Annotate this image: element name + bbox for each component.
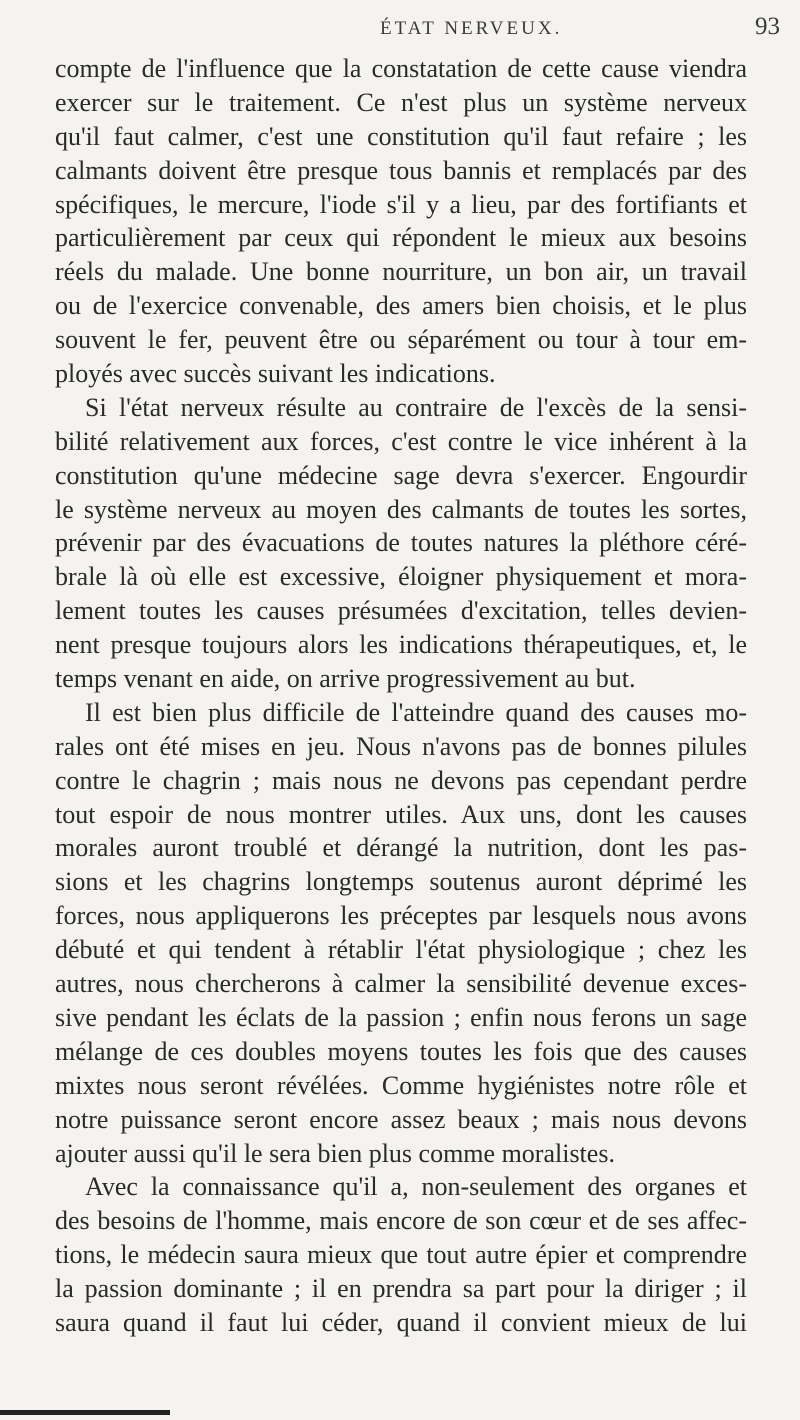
text-line: débuté et qui tendent à rétablir l'état physiologique ; chez les bbox=[55, 935, 747, 965]
paragraph-start-line: Si l'état nerveux résulte au contraire de l'excès de la sensi- bbox=[85, 392, 747, 422]
running-title: ÉTAT NERVEUX. bbox=[380, 18, 563, 39]
text-line: qu'il faut calmer, c'est une constitution qu'il faut refaire ; les bbox=[55, 121, 747, 151]
text-line: tout espoir de nous montrer utiles. Aux uns, dont les causes bbox=[55, 799, 747, 829]
text-line: prévenir par des évacuations de toutes natures la pléthore céré- bbox=[55, 528, 747, 558]
text-line: compte de l'influence que la constatation de cette cause viendra bbox=[55, 54, 747, 83]
paragraph-end-line: ajouter aussi qu'il le sera bien plus comme moralistes. bbox=[55, 1138, 615, 1168]
text-line: souvent le fer, peuvent être ou séparément ou tour à tour em- bbox=[55, 325, 747, 355]
text-line: autres, nous chercherons à calmer la sensibilité devenue exces- bbox=[55, 969, 747, 999]
text-line: exercer sur le traitement. Ce n'est plus un système nerveux bbox=[55, 87, 747, 117]
paragraph-start-line: Avec la connaissance qu'il a, non-seulement des organes et bbox=[85, 1172, 747, 1202]
paragraph-end-line: ployés avec succès suivant les indications. bbox=[55, 359, 496, 389]
body-text bbox=[55, 52, 747, 1340]
text-line: sions et les chagrins longtemps soutenus auront déprimé les bbox=[55, 867, 747, 897]
text-line: morales auront troublé et dérangé la nutrition, dont les pas- bbox=[55, 833, 747, 863]
text-line: bilité relativement aux forces, c'est contre le vice inhérent à la bbox=[55, 426, 747, 456]
text-line: des besoins de l'homme, mais encore de son cœur et de ses affec- bbox=[55, 1206, 747, 1236]
text-line: constitution qu'une médecine sage devra s'exercer. Engourdir bbox=[55, 460, 747, 490]
text-line: le système nerveux au moyen des calmants de toutes les sortes, bbox=[55, 494, 747, 524]
text-line: réels du malade. Une bonne nourriture, un bon air, un travail bbox=[55, 257, 747, 287]
text-line: la passion dominante ; il en prendra sa part pour la diriger ; il bbox=[55, 1274, 747, 1304]
text-line: calmants doivent être presque tous bannis et remplacés par des bbox=[55, 155, 747, 185]
page-number: 93 bbox=[755, 13, 780, 40]
text-line: rales ont été mises en jeu. Nous n'avons pas de bonnes pilules bbox=[55, 731, 747, 761]
text-line: ou de l'exercice convenable, des amers bien choisis, et le plus bbox=[55, 291, 747, 321]
paragraph-start-line: Il est bien plus difficile de l'atteindre quand des causes mo- bbox=[85, 697, 747, 727]
text-line: tions, le médecin saura mieux que tout autre épier et comprendre bbox=[55, 1240, 747, 1270]
text-line: spécifiques, le mercure, l'iode s'il y a lieu, par des fortifiants et bbox=[55, 189, 747, 219]
text-line: mixtes nous seront révélées. Comme hygiénistes notre rôle et bbox=[55, 1070, 747, 1100]
text-line: brale là où elle est excessive, éloigner physiquement et mora- bbox=[55, 562, 747, 592]
text-line: notre puissance seront encore assez beaux ; mais nous devons bbox=[55, 1104, 747, 1134]
paragraph-end-line: temps venant en aide, on arrive progressivement au but. bbox=[55, 664, 636, 694]
text-line: forces, nous appliquerons les préceptes par lesquels nous avons bbox=[55, 901, 747, 931]
text-line: nent presque toujours alors les indications thérapeutiques, et, le bbox=[55, 630, 747, 660]
bottom-edge-rule bbox=[0, 1410, 170, 1415]
text-line: contre le chagrin ; mais nous ne devons pas cependant perdre bbox=[55, 765, 747, 795]
text-line: mélange de ces doubles moyens toutes les fois que des causes bbox=[55, 1036, 747, 1066]
running-header bbox=[0, 10, 800, 44]
text-line: sive pendant les éclats de la passion ; enfin nous ferons un sage bbox=[55, 1002, 747, 1032]
text-line: saura quand il faut lui céder, quand il convient mieux de lui bbox=[55, 1307, 747, 1337]
text-line: particulièrement par ceux qui répondent le mieux aux besoins bbox=[55, 223, 747, 253]
text-line: lement toutes les causes présumées d'excitation, telles devien- bbox=[55, 596, 747, 626]
